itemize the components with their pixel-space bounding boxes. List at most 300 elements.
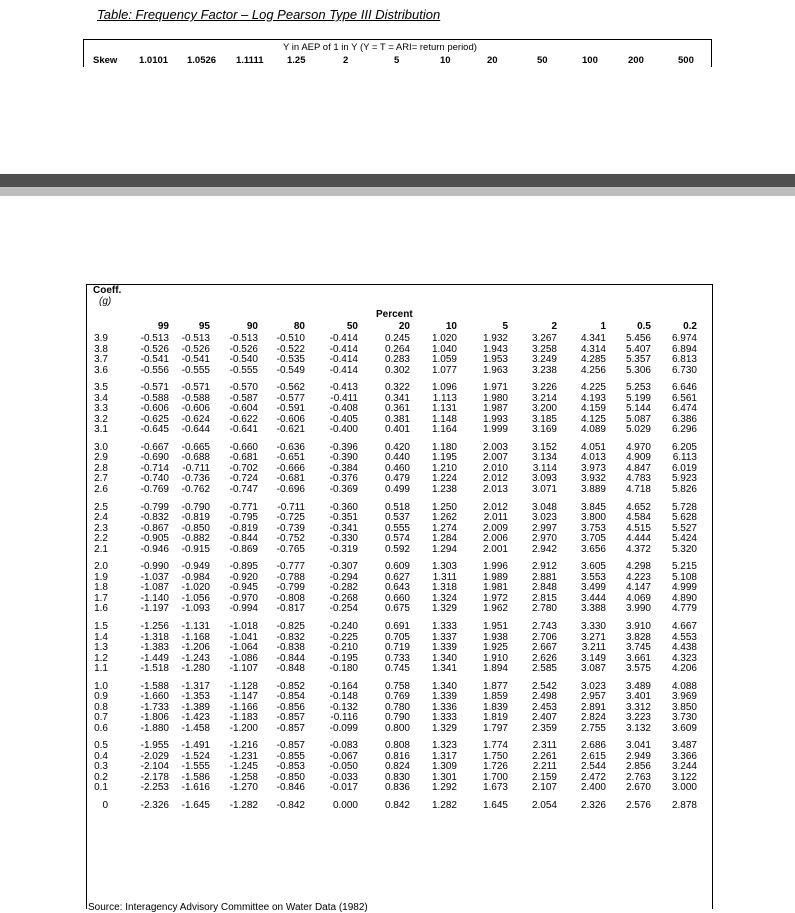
table-cell: -1.245 — [229, 761, 258, 773]
table-cell: -0.736 — [181, 473, 210, 485]
page-1 — [0, 0, 795, 174]
table-cell: -2.178 — [140, 771, 169, 783]
table-cell: -0.513 — [140, 333, 169, 344]
table-cell: 5.923 — [671, 473, 697, 485]
table-cell: 3.093 — [531, 473, 557, 485]
table-cell: 2.400 — [580, 782, 606, 794]
table-cell: 4.667 — [671, 621, 697, 632]
table-cell: 3.134 — [531, 452, 557, 464]
table-cell: 5.826 — [671, 483, 697, 495]
table-cell: -1.197 — [140, 603, 169, 615]
table-cell: 0.499 — [384, 483, 410, 495]
table-cell: -0.817 — [276, 603, 305, 615]
table-cell: -0.414 — [329, 333, 358, 344]
table-cell: 2.706 — [531, 631, 557, 643]
table-cell: 3.087 — [580, 663, 606, 674]
table-cell: -0.254 — [329, 603, 358, 615]
table-cell: 0.245 — [384, 333, 410, 344]
table-cell: -0.690 — [140, 452, 169, 464]
table-cell: 2.670 — [625, 782, 651, 794]
table-cell: 1.294 — [431, 543, 457, 555]
table-cell: 4.069 — [625, 592, 651, 604]
coeff-label: Coeff. — [93, 285, 122, 296]
table-cell: -0.702 — [229, 462, 258, 474]
table-cell: 4.159 — [580, 403, 606, 415]
table-cell: -0.651 — [276, 452, 305, 464]
column-header: 10 — [445, 321, 457, 332]
table-cell: 2.001 — [482, 543, 508, 555]
table-cell: -0.414 — [329, 364, 358, 376]
table-cell: -0.853 — [276, 761, 305, 773]
skew-value: 0.4 — [94, 750, 108, 762]
table-cell: -0.405 — [329, 413, 358, 425]
table-cell: 0.401 — [384, 424, 410, 436]
table-cell: -0.577 — [276, 392, 305, 404]
table-cell: -0.795 — [229, 512, 258, 524]
table-cell: 3.401 — [625, 691, 651, 703]
table-cell: 3.023 — [580, 680, 606, 692]
table-cell: 0.824 — [384, 761, 410, 773]
table-cell: 4.323 — [671, 652, 697, 664]
table-cell: 4.285 — [580, 354, 606, 365]
table-cell: -1.056 — [181, 592, 210, 604]
table-cell: 1.894 — [482, 663, 508, 674]
table-cell: 2.970 — [531, 533, 557, 545]
table-cell: -0.752 — [276, 533, 305, 545]
table-cell: -0.556 — [140, 364, 169, 376]
table-cell: -1.183 — [229, 712, 258, 724]
table-cell: 0.800 — [384, 722, 410, 734]
table-cell: 1.323 — [431, 740, 457, 752]
table-cell: 6.386 — [671, 413, 697, 425]
table-cell: 0.816 — [384, 750, 410, 762]
table-cell: -1.166 — [229, 701, 258, 713]
table-cell: 1.333 — [431, 712, 457, 724]
table-cell: 1.971 — [482, 382, 508, 394]
table-cell: 0.460 — [384, 462, 410, 474]
table-cell: 2.311 — [532, 740, 557, 752]
table-cell: -1.353 — [181, 691, 210, 703]
skew-value: 3.0 — [94, 441, 108, 453]
table-cell: 5.029 — [625, 424, 651, 436]
table-cell: 0.660 — [384, 592, 410, 604]
table-cell: 3.910 — [625, 621, 651, 632]
table-cell: -1.282 — [229, 800, 258, 812]
header-cell: 2 — [343, 55, 349, 66]
table-cell: 2.686 — [580, 740, 606, 752]
table-cell: 1.981 — [482, 582, 508, 594]
table-cell: -1.317 — [181, 680, 210, 692]
table-cell: 3.845 — [580, 501, 606, 513]
skew-value: 3.7 — [94, 354, 108, 365]
table-cell: -0.330 — [329, 533, 358, 545]
table-cell: 2.576 — [625, 800, 651, 812]
table-cell: -0.180 — [329, 663, 358, 674]
table-cell: -0.790 — [181, 501, 210, 513]
table-cell: 2.012 — [482, 473, 508, 485]
table-cell: 2.159 — [531, 771, 557, 783]
table-cell: 3.487 — [671, 740, 697, 752]
table-cell: -0.033 — [329, 771, 358, 783]
table-cell: -0.856 — [276, 701, 305, 713]
table-cell: 3.214 — [531, 392, 557, 404]
table-cell: 1.333 — [431, 621, 457, 632]
table-cell: 6.646 — [671, 382, 697, 394]
table-cell: 0.691 — [384, 621, 410, 632]
table-cell: -1.018 — [229, 621, 258, 632]
table-cell: 2.615 — [580, 750, 606, 762]
table-cell: 0.361 — [384, 403, 410, 415]
table-cell: 2.949 — [625, 750, 651, 762]
table-cell: -0.846 — [276, 782, 305, 794]
table-cell: 2.743 — [531, 621, 557, 632]
table-cell: 0.769 — [384, 691, 410, 703]
table-cell: 2.542 — [531, 680, 557, 692]
column-header: 95 — [198, 321, 210, 332]
table-cell: -0.067 — [329, 750, 358, 762]
table-cell: -0.513 — [181, 333, 210, 344]
table-cell: -0.688 — [181, 452, 210, 464]
column-header: 20 — [398, 321, 410, 332]
table-cell: 1.943 — [482, 343, 508, 355]
table-cell: 0.719 — [384, 642, 410, 653]
skew-value: 2.1 — [94, 543, 108, 555]
table-cell: -0.945 — [229, 582, 258, 594]
column-header: 0.5 — [637, 321, 651, 332]
table-cell: 1.180 — [431, 441, 457, 453]
table-cell: -0.905 — [140, 533, 169, 545]
table-cell: 2.011 — [483, 512, 508, 524]
table-cell: -0.099 — [329, 722, 358, 734]
table-cell: -0.526 — [140, 343, 169, 355]
table-cell: 3.000 — [671, 782, 697, 794]
table-cell: 3.226 — [531, 382, 557, 394]
table-cell: 3.249 — [531, 354, 557, 365]
table-cell: -0.747 — [229, 483, 258, 495]
skew-value: 0.8 — [94, 701, 108, 713]
skew-value: 1.2 — [94, 652, 108, 664]
table-cell: 3.185 — [531, 413, 557, 425]
table-cell: -1.880 — [140, 722, 169, 734]
table-cell: -0.588 — [140, 392, 169, 404]
header-cell: 200 — [628, 55, 644, 66]
table-cell: 1.339 — [431, 691, 457, 703]
table-cell: -0.268 — [329, 592, 358, 604]
skew-value: 2.7 — [94, 473, 108, 485]
table-cell: -1.206 — [181, 642, 210, 653]
table-cell: 0.733 — [384, 652, 410, 664]
table-cell: 3.041 — [625, 740, 651, 752]
table-cell: -1.256 — [140, 621, 169, 632]
table-cell: 0.627 — [384, 571, 410, 583]
table-cell: 1.337 — [431, 631, 457, 643]
table-cell: -0.606 — [181, 403, 210, 415]
table-cell: 3.258 — [531, 343, 557, 355]
skew-value: 2.9 — [94, 452, 108, 464]
header-cell: Skew — [93, 55, 118, 66]
table-cell: 3.048 — [531, 501, 557, 513]
table-cell: 2.824 — [580, 712, 606, 724]
table-cell: -0.341 — [329, 522, 358, 534]
table-cell: 3.388 — [580, 603, 606, 615]
table-cell: -0.526 — [181, 343, 210, 355]
table-cell: -0.408 — [329, 403, 358, 415]
table-cell: -0.641 — [229, 424, 258, 436]
skew-value: 1.1 — [94, 663, 108, 674]
table-cell: 4.652 — [625, 501, 651, 513]
table-cell: 1.339 — [431, 642, 457, 653]
skew-value: 2.8 — [94, 462, 108, 474]
table-cell: -0.645 — [140, 424, 169, 436]
table-cell: 2.003 — [482, 441, 508, 453]
table-cell: -0.867 — [140, 522, 169, 534]
table-cell: 3.990 — [625, 603, 651, 615]
table-cell: 1.910 — [482, 652, 508, 664]
table-cell: -1.518 — [140, 663, 169, 674]
table-cell: 6.561 — [671, 392, 697, 404]
table-cell: 2.007 — [482, 452, 508, 464]
skew-value: 1.0 — [94, 680, 108, 692]
table-cell: -0.838 — [276, 642, 305, 653]
table-cell: 1.819 — [482, 712, 508, 724]
table-cell: 2.585 — [531, 663, 557, 674]
table-cell: 3.267 — [531, 333, 557, 344]
table-cell: 1.987 — [482, 403, 508, 415]
table-cell: 4.223 — [625, 571, 651, 583]
table-cell: -0.799 — [276, 582, 305, 594]
table-cell: 3.969 — [671, 691, 697, 703]
coeff-symbol: (g) — [99, 296, 112, 307]
table-cell: 4.890 — [671, 592, 697, 604]
table-cell: 0.322 — [384, 382, 410, 394]
table-cell: 6.205 — [671, 441, 697, 453]
skew-value: 1.5 — [94, 621, 108, 632]
table-cell: -1.616 — [181, 782, 210, 794]
table-cell: -0.666 — [276, 462, 305, 474]
table-cell: 1.284 — [431, 533, 457, 545]
skew-value: 3.1 — [94, 424, 108, 436]
table-cell: 2.957 — [580, 691, 606, 703]
table-cell: -0.132 — [329, 701, 358, 713]
table-cell: -1.280 — [181, 663, 210, 674]
table-cell: 4.553 — [671, 631, 697, 643]
table-cell: 0.675 — [384, 603, 410, 615]
table-cell: 4.999 — [671, 582, 697, 594]
table-cell: 4.515 — [625, 522, 651, 534]
table-cell: 1.999 — [482, 424, 508, 436]
skew-value: 1.4 — [94, 631, 108, 643]
header-cell: 5 — [394, 55, 400, 66]
table-cell: 4.438 — [671, 642, 697, 653]
table-cell: -1.423 — [181, 712, 210, 724]
table-cell: -1.588 — [140, 680, 169, 692]
table-cell: -1.555 — [181, 761, 210, 773]
table-cell: 0.420 — [384, 441, 410, 453]
table-cell: 1.292 — [431, 782, 457, 794]
table-cell: 3.656 — [580, 543, 606, 555]
table-cell: -0.740 — [140, 473, 169, 485]
table-cell: -0.411 — [330, 392, 358, 404]
table-cell: 2.107 — [531, 782, 557, 794]
table-cell: -0.799 — [140, 501, 169, 513]
table-cell: 5.087 — [625, 413, 651, 425]
table-cell: 1.250 — [431, 501, 457, 513]
table-cell: -0.681 — [229, 452, 258, 464]
table-cell: -0.571 — [140, 382, 169, 394]
table-cell: 2.667 — [531, 642, 557, 653]
table-cell: 4.314 — [580, 343, 606, 355]
table-cell: 6.019 — [671, 462, 697, 474]
table-cell: 4.147 — [625, 582, 651, 594]
table-cell: 3.238 — [531, 364, 557, 376]
table-cell: 4.013 — [580, 452, 606, 464]
table-cell: -1.383 — [140, 642, 169, 653]
table-cell: 3.932 — [580, 473, 606, 485]
skew-value: 0.6 — [94, 722, 108, 734]
table-cell: 1.932 — [482, 333, 508, 344]
table-cell: -0.869 — [229, 543, 258, 555]
table-cell: -0.765 — [276, 543, 305, 555]
table-cell: 1.726 — [482, 761, 508, 773]
table-cell: 3.023 — [531, 512, 557, 524]
table-cell: 1.996 — [482, 561, 508, 573]
table-cell: -0.535 — [276, 354, 305, 365]
skew-value: 3.5 — [94, 382, 108, 394]
table-cell: -0.857 — [276, 722, 305, 734]
skew-value: 1.3 — [94, 642, 108, 653]
table-cell: 2.997 — [531, 522, 557, 534]
table-cell: 5.144 — [625, 403, 651, 415]
table-cell: -0.513 — [229, 333, 258, 344]
table-cell: 1.020 — [431, 333, 457, 344]
table-cell: -0.711 — [277, 501, 305, 513]
table-cell: 1.113 — [432, 392, 457, 404]
table-cell: 1.645 — [482, 800, 508, 812]
table-cell: 2.006 — [482, 533, 508, 545]
table-cell: -0.660 — [229, 441, 258, 453]
table-cell: 2.326 — [580, 800, 606, 812]
skew-value: 3.3 — [94, 403, 108, 415]
table-cell: 1.953 — [482, 354, 508, 365]
table-cell: 1.274 — [431, 522, 457, 534]
table-cell: 1.963 — [482, 364, 508, 376]
table-cell: -0.541 — [140, 354, 169, 365]
table-cell: 1.925 — [482, 642, 508, 653]
table-cell: -0.624 — [181, 413, 210, 425]
skew-value: 2.5 — [94, 501, 108, 513]
table-cell: -0.848 — [276, 663, 305, 674]
table-cell: -1.064 — [229, 642, 258, 653]
table-cell: -0.915 — [181, 543, 210, 555]
table-cell: -1.733 — [140, 701, 169, 713]
table-cell: 5.527 — [671, 522, 697, 534]
table-cell: 1.195 — [431, 452, 457, 464]
page-separator-light — [0, 187, 795, 196]
table-cell: -0.606 — [276, 413, 305, 425]
table-cell: 3.850 — [671, 701, 697, 713]
table-cell: 1.210 — [431, 462, 457, 474]
table-cell: -0.681 — [276, 473, 305, 485]
table-cell: -1.806 — [140, 712, 169, 724]
table-cell: -0.414 — [329, 354, 358, 365]
table-cell: 0.000 — [332, 800, 358, 812]
table-cell: 3.609 — [671, 722, 697, 734]
table-cell: 6.730 — [671, 364, 697, 376]
table-cell: 3.730 — [671, 712, 697, 724]
table-caption: Table: Frequency Factor – Log Pearson Type III Distribution — [97, 7, 441, 22]
skew-value: 0.2 — [94, 771, 108, 783]
table-cell: 0.381 — [384, 413, 410, 425]
table-cell: 2.013 — [482, 483, 508, 495]
table-cell: 4.206 — [671, 663, 697, 674]
table-cell: -1.128 — [229, 680, 258, 692]
column-header: 99 — [157, 321, 169, 332]
table-cell: 0.341 — [384, 392, 410, 404]
table-cell: -0.920 — [229, 571, 258, 583]
table-cell: -1.087 — [140, 582, 169, 594]
table-cell: -0.622 — [229, 413, 258, 425]
table-cell: 1.750 — [482, 750, 508, 762]
table-cell: -0.819 — [181, 512, 210, 524]
table-cell: -0.762 — [181, 483, 210, 495]
header-cell: 1.1111 — [236, 55, 264, 66]
table-cell: 3.828 — [625, 631, 651, 643]
table-cell: -0.400 — [329, 424, 358, 436]
table-cell: -1.231 — [229, 750, 258, 762]
table-cell: 1.962 — [482, 603, 508, 615]
table-cell: -0.665 — [181, 441, 210, 453]
table-cell: 1.839 — [482, 701, 508, 713]
table-cell: -1.660 — [140, 691, 169, 703]
table-cell: -1.524 — [181, 750, 210, 762]
table-cell: 0.609 — [384, 561, 410, 573]
table-cell: -0.855 — [276, 750, 305, 762]
table-cell: 1.317 — [431, 750, 457, 762]
table-cell: 4.444 — [625, 533, 651, 545]
table-cell: -0.714 — [140, 462, 169, 474]
table-cell: -0.413 — [329, 382, 358, 394]
table-cell: 1.774 — [482, 740, 508, 752]
table-cell: 3.705 — [580, 533, 606, 545]
table-cell: 1.309 — [431, 761, 457, 773]
table-cell: 0.808 — [384, 740, 410, 752]
table-cell: 3.499 — [580, 582, 606, 594]
table-cell: -0.587 — [229, 392, 258, 404]
table-cell: 1.148 — [431, 413, 457, 425]
table-cell: 1.859 — [482, 691, 508, 703]
table-cell: -0.949 — [181, 561, 210, 573]
table-cell: 2.878 — [671, 800, 697, 812]
table-cell: 5.456 — [625, 333, 651, 344]
table-cell: -0.832 — [276, 631, 305, 643]
table-cell: 1.700 — [482, 771, 508, 783]
table-cell: 6.474 — [671, 403, 697, 415]
table-cell: -1.168 — [181, 631, 210, 643]
table-cell: -0.644 — [181, 424, 210, 436]
table-cell: 0.643 — [384, 582, 410, 594]
table-cell: -1.086 — [229, 652, 258, 664]
table-cell: 2.912 — [531, 561, 557, 573]
table-cell: -0.832 — [140, 512, 169, 524]
skew-value: 1.6 — [94, 603, 108, 615]
table-cell: 0.790 — [384, 712, 410, 724]
table-cell: 4.372 — [625, 543, 651, 555]
table-cell: 5.108 — [671, 571, 697, 583]
table-cell: 4.088 — [671, 680, 697, 692]
table-cell: 6.113 — [672, 452, 697, 464]
table-cell: -0.990 — [140, 561, 169, 573]
table-cell: 3.745 — [625, 642, 651, 653]
